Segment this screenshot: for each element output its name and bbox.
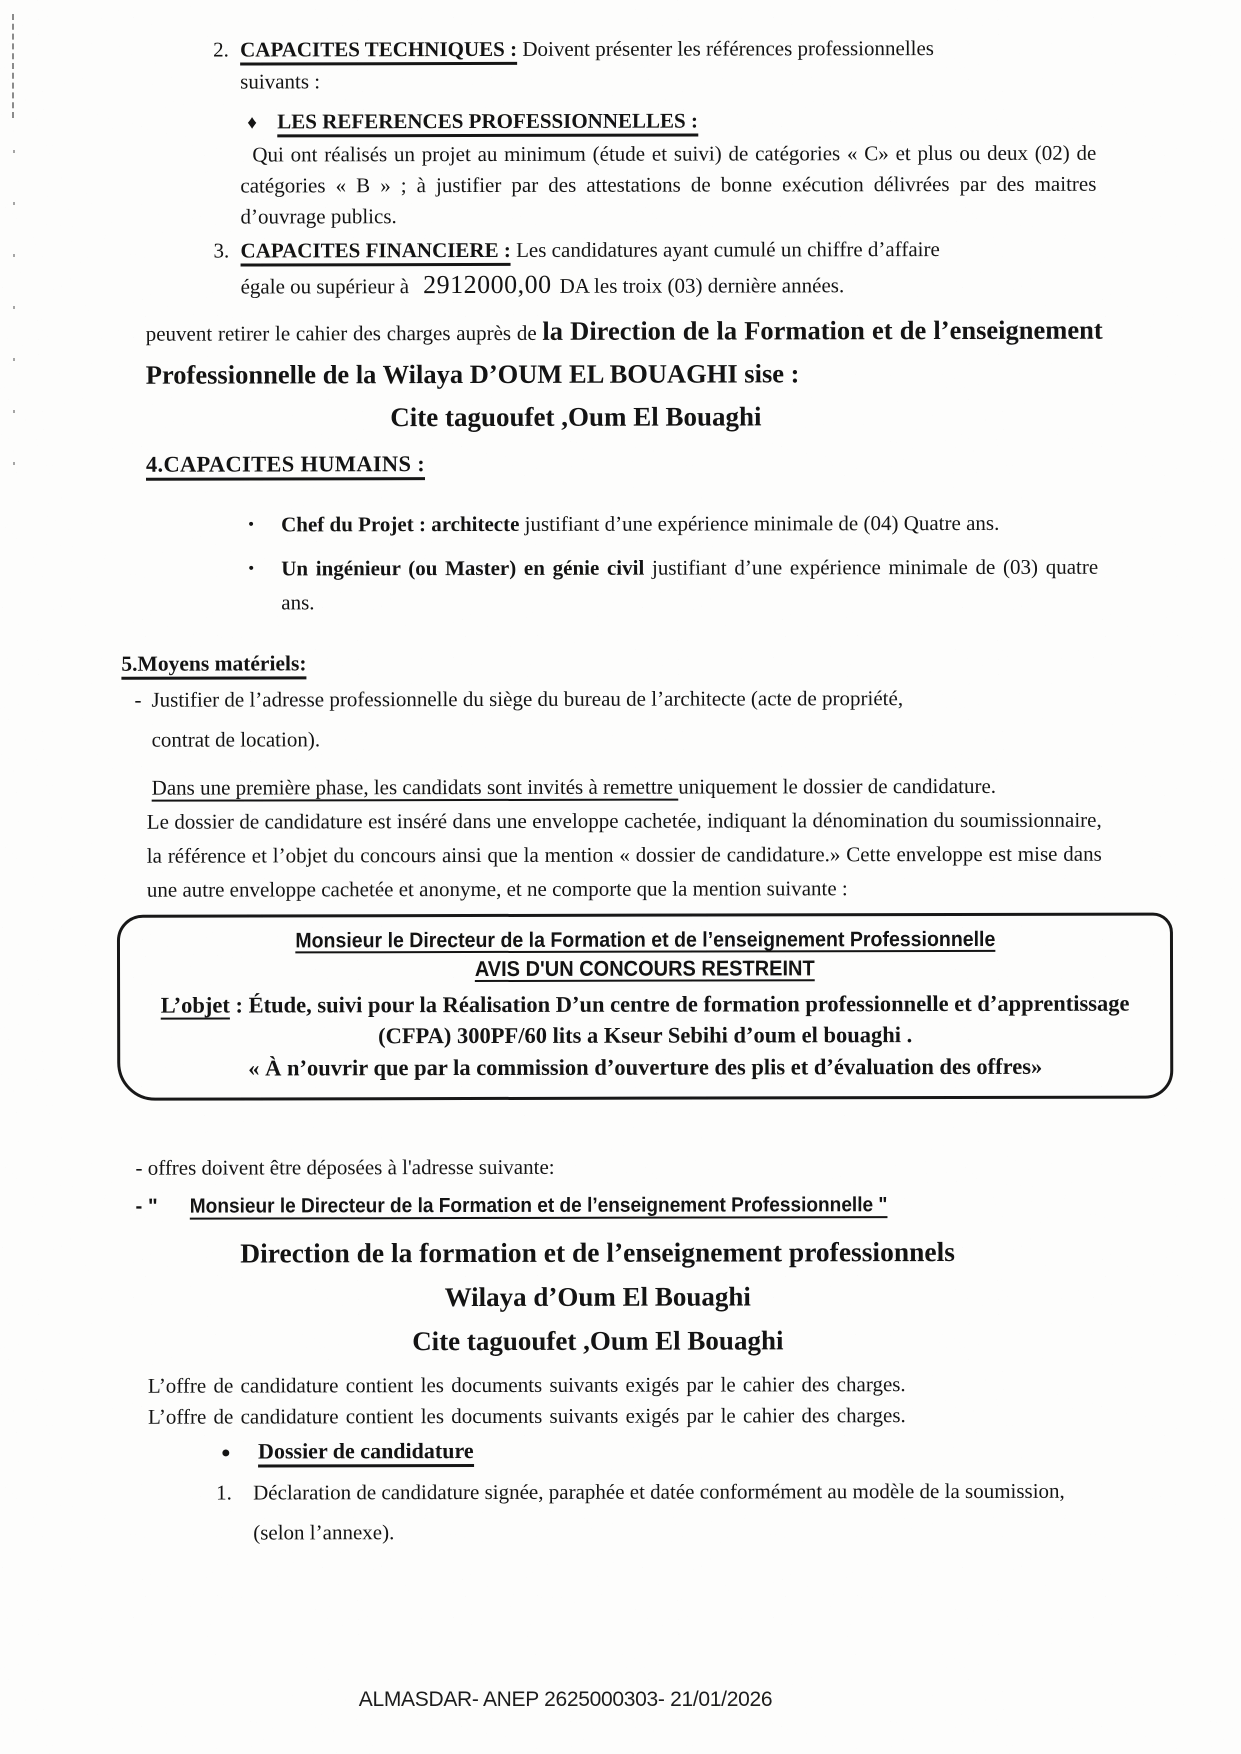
section-intro: Doivent présenter les références professionnelles [517, 36, 935, 61]
section-capacites-financiere [213, 233, 1103, 306]
section-capacites-techniques [213, 32, 1103, 98]
subsection-references [247, 103, 1241, 139]
list-item [134, 678, 964, 760]
objet-label: L’objet [160, 992, 230, 1018]
section-capacites-humains [146, 445, 1241, 481]
role-title: Chef du Projet : architecte [281, 511, 520, 537]
retrait-direction: la Direction de la Formation et de l’enseignement Professionnelle de la Wilaya D’OUM EL BOUAGHI sise : [145, 314, 1103, 390]
paragraph-depot-offres: - offres doivent être déposées à l'adresse suivante: [135, 1154, 555, 1180]
envelope-mention-box [117, 913, 1173, 1101]
destinataire-text: Monsieur le Directeur de la Formation et de l’enseignement Professionnelle " [189, 1193, 888, 1218]
box-recipient-line [144, 926, 1146, 955]
list-item [248, 550, 1098, 620]
section-text [240, 32, 1103, 98]
section-title: 5.Moyens matériels: [121, 650, 306, 679]
diamond-bullet-icon: ♦ [247, 112, 257, 134]
address-line-wilaya: Wilaya d’Oum El Bouaghi [444, 1281, 751, 1313]
phase-underlined: Dans une première phase, les candidats sont invités à remettre [151, 774, 679, 800]
paragraph-offre-2: L’offre de candidature contient les documents suivants exigés par le cahier des charges. [147, 1403, 906, 1429]
bullet-icon: • [248, 514, 255, 534]
human-capacities-list [248, 506, 1098, 620]
amount-pre: égale ou supérieur à [240, 274, 410, 299]
dossier-candidature-heading [221, 1432, 1241, 1470]
dossier-item-text: Déclaration de candidature signée, paraphée et datée conformément au modèle de la soumission, (selon l’annexe). [253, 1478, 1065, 1545]
role-detail: justifiant d’une expérience minimale de (04) Quatre ans. [519, 510, 1000, 536]
box-opening-notice: « À n’ouvrir que par la commission d’ouverture des plis et d’évaluation des offres» [248, 1053, 1043, 1081]
phase-rest: uniquement le dossier de candidature. [678, 773, 997, 799]
paragraph-enveloppe: Le dossier de candidature est inséré dans une enveloppe cachetée, indiquant la dénomination du soumissionnaire, la référence et l’objet du concours ainsi que la mention « dossier de candidature.» Cette enveloppe est mise dans une autre enveloppe cachetée et anonyme, et ne comporte que la mention suivante : [146, 807, 1102, 902]
list-item-text [281, 506, 1098, 542]
paragraph-premiere-phase [152, 770, 1092, 805]
dash-bullet: - [134, 687, 142, 712]
subsection-title: LES REFERENCES PROFESSIONNELLES : [277, 108, 698, 138]
section-title: 4.CAPACITES HUMAINS : [146, 451, 425, 481]
list-number: 1. [216, 1480, 232, 1505]
dossier-title: Dossier de candidature [258, 1438, 474, 1467]
references-body: Qui ont réalisés un projet au minimum (étude et suivi) de catégories « C» et plus ou deux (02) de catégories « B » ; à justifier par des attestations de bonne exécution délivrées par des maitres d’ouvrage publics. [240, 140, 1097, 229]
dossier-item-1 [216, 1471, 1111, 1553]
address-cite: Cite taguoufet ,Oum El Bouaghi [390, 401, 762, 433]
section-title: CAPACITES FINANCIERE : [240, 237, 510, 267]
address-line-cite: Cite taguoufet ,Oum El Bouaghi [412, 1325, 784, 1357]
section-intro-2: suivants : [240, 69, 321, 94]
paragraph-retrait [146, 310, 1103, 398]
role-detail: justifiant d’une expérience minimale de (03) quatre ans. [281, 554, 1099, 615]
quote-prefix: - " [135, 1194, 164, 1218]
retrait-regular: peuvent retirer le cahier des charges auprès de [145, 320, 543, 346]
recipient-text: Monsieur le Directeur de la Formation et de l’enseignement Professionnelle [294, 927, 995, 953]
list-item-text [281, 550, 1098, 620]
turnover-amount: 2912000,00 [423, 269, 552, 300]
section-body: Les candidatures ayant cumulé un chiffre d’affaire [510, 237, 940, 262]
anep-footer: ALMASDAR- ANEP 2625000303- 21/01/2026 [358, 1688, 773, 1711]
section-text [240, 233, 1103, 306]
list-item-text: Justifier de l’adresse professionnelle du siège du bureau de l’architecte (acte de propriété, contrat de location). [151, 686, 904, 752]
amount-line [241, 265, 1104, 306]
deposit-address-block [148, 1231, 1048, 1363]
list-item [248, 506, 1098, 542]
bullet-icon: • [248, 558, 255, 578]
box-objet [144, 988, 1146, 1052]
amount-post: DA les troix (03) dernière années. [559, 273, 845, 298]
paragraph-offre-1: L’offre de candidature contient les documents suivants exigés par le cahier des charges. [147, 1372, 906, 1398]
objet-text: : Étude, suivi pour la Réalisation D’un centre de formation professionnelle et d’apprentissage (CFPA) 300PF/60 lits a Kseur Sebihi d’oum el bouaghi . [229, 990, 1130, 1049]
list-number: 3. [213, 238, 230, 263]
list-number: 2. [213, 37, 229, 62]
role-title: Un ingénieur (ou Master) en génie civil [281, 555, 645, 581]
paragraph-depot-destinataire [135, 1188, 1241, 1222]
avis-title: AVIS D'UN CONCOURS RESTREINT [475, 956, 815, 982]
box-avis-line [144, 954, 1146, 985]
address-line-direction: Direction de la formation et de l’enseignement professionnels [240, 1236, 955, 1269]
circle-bullet-icon: ● [221, 1444, 231, 1462]
section-title: CAPACITES TECHNIQUES : [240, 36, 517, 66]
section-moyens-materiels [121, 645, 1241, 679]
